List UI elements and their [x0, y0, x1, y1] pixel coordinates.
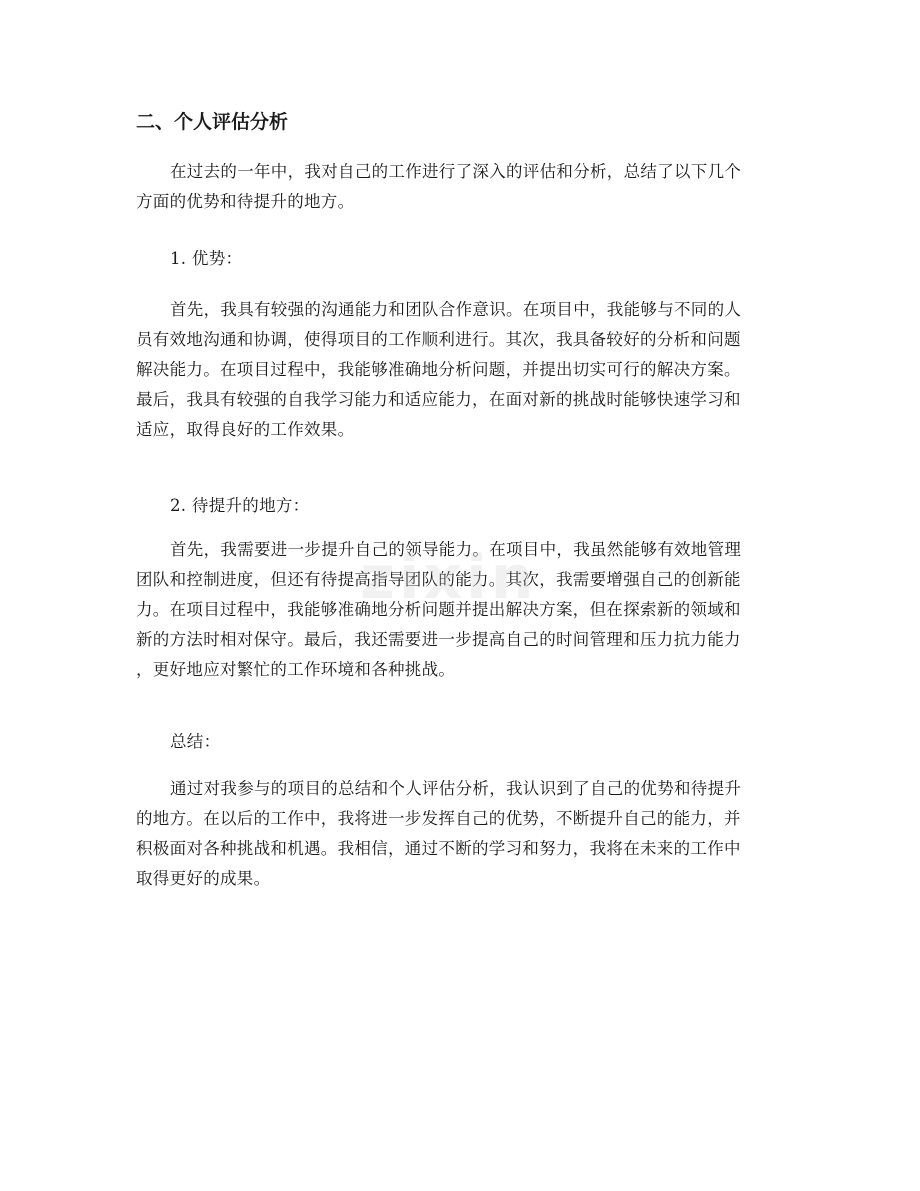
summary-paragraph — [136, 774, 786, 894]
paragraph-line: 积极面对各种挑战和机遇。我相信，通过不断的学习和努力，我将在未来的工作中 — [136, 839, 741, 858]
paragraph-line: 首先，我具有较强的沟通能力和团队合作意识。在项目中，我能够与不同的人 — [170, 300, 742, 319]
strengths-paragraph — [136, 295, 786, 445]
section-heading: 二、个人评估分析 — [136, 111, 289, 133]
paragraph-line: 解决能力。在项目过程中，我能够准确地分析问题，并提出切实可行的解决方案。 — [136, 360, 741, 379]
summary-label — [136, 727, 786, 757]
paragraph-line: 通过对我参与的项目的总结和个人评估分析，我认识到了自己的优势和待提升 — [170, 779, 742, 798]
improvements-paragraph — [136, 535, 786, 685]
paragraph-line: 适应，取得良好的工作效果。 — [136, 420, 355, 439]
paragraph-line: 新的方法时相对保守。最后，我还需要进一步提高自己的时间管理和压力抗力能力 — [136, 630, 741, 649]
section-label: 总结： — [170, 732, 221, 751]
paragraph-line: 取得更好的成果。 — [136, 869, 271, 888]
list-label: 2. 待提升的地方： — [170, 496, 310, 515]
intro-paragraph — [136, 157, 786, 217]
paragraph-line: 力。在项目过程中，我能够准确地分析问题并提出解决方案，但在探索新的领域和 — [136, 600, 741, 619]
paragraph-line: 最后，我具有较强的自我学习能力和适应能力，在面对新的挑战时能够快速学习和 — [136, 390, 741, 409]
paragraph-line: 的地方。在以后的工作中，我将进一步发挥自己的优势，不断提升自己的能力，并 — [136, 809, 741, 828]
paragraph-line: 员有效地沟通和协调，使得项目的工作顺利进行。其次，我具备较好的分析和问题 — [136, 330, 741, 349]
improvements-label — [136, 491, 786, 521]
paragraph-line: 团队和控制进度，但还有待提高指导团队的能力。其次，我需要增强自己的创新能 — [136, 570, 741, 589]
paragraph-line: ，更好地应对繁忙的工作环境和各种挑战。 — [136, 660, 456, 679]
strengths-label — [136, 244, 786, 274]
paragraph-line: 方面的优势和待提升的地方。 — [136, 192, 355, 211]
paragraph-line: 在过去的一年中，我对自己的工作进行了深入的评估和分析，总结了以下几个 — [170, 162, 742, 181]
watermark: zixin — [360, 543, 538, 613]
paragraph-line: 首先，我需要进一步提升自己的领导能力。在项目中，我虽然能够有效地管理 — [170, 540, 742, 559]
list-label: 1. 优势： — [170, 249, 243, 268]
